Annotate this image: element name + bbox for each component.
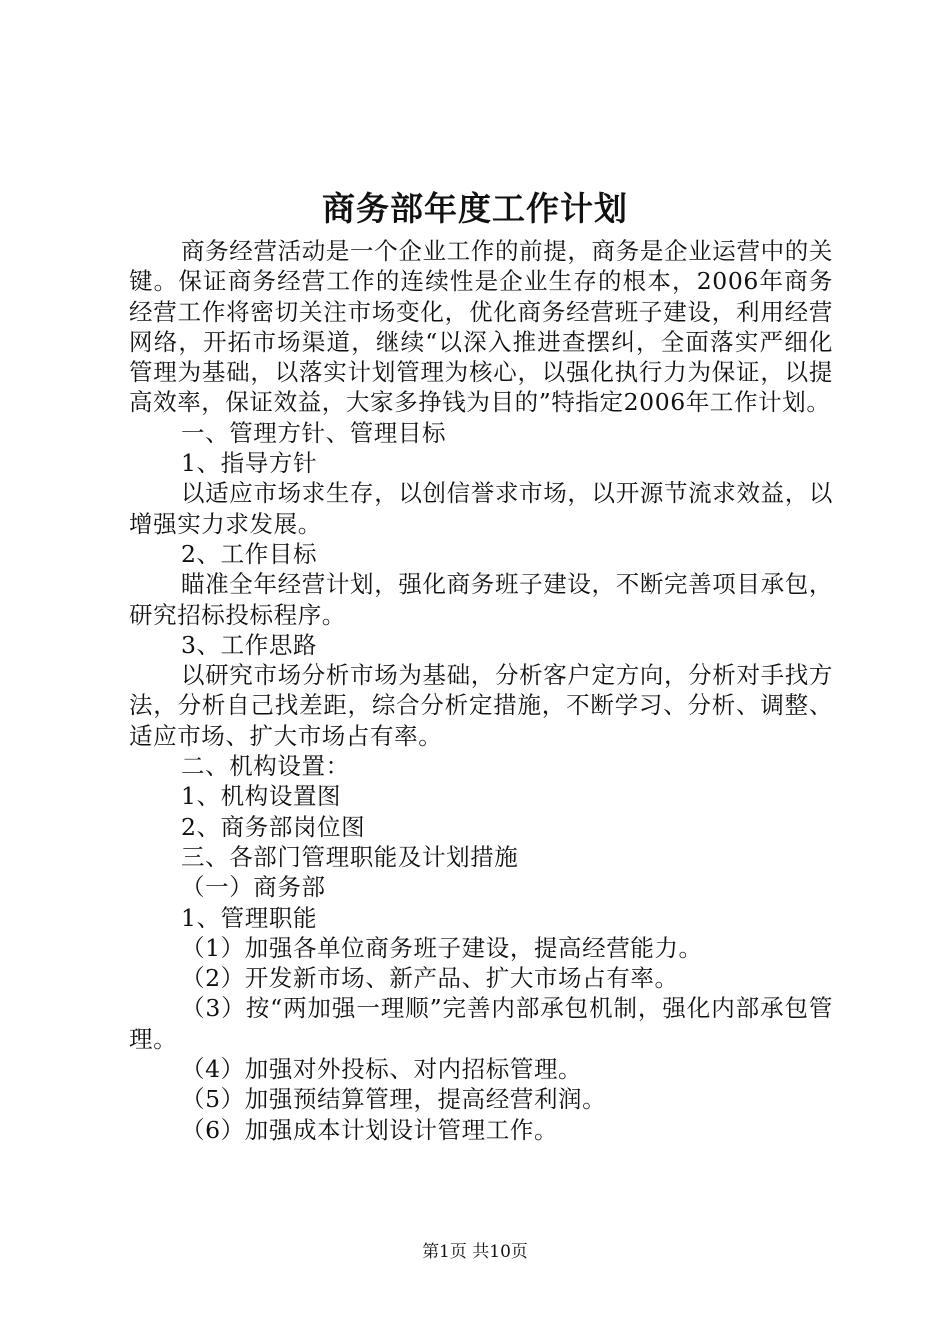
paragraph-work-goal: 瞄准全年经营计划，强化商务班子建设，不断完善项目承包，研究招标投标程序。 [129, 570, 833, 629]
list-item: （2）开发新市场、新产品、扩大市场占有率。 [181, 964, 679, 993]
list-item-position-chart: 2、商务部岗位图 [181, 812, 366, 841]
intro-paragraph: 商务经营活动是一个企业工作的前提，商务是企业运营中的关键。保证商务经营工作的连续性是企业生存的根本，2006年商务经营工作将密切关注市场变化，优化商务经营班子建设，利用经营网络，开拓市场渠道，继续“以深入推进查摆纠，全面落实严细化管理为基础，以落实计划管理为核心，以强化执行力为保证，以提高效率，保证效益，大家多挣钱为目的”特指定2006年工作计划。 [129, 237, 833, 417]
page-number-footer: 第1页 共10页 [422, 1242, 528, 1262]
list-item-org-chart: 1、机构设置图 [181, 782, 342, 811]
list-item: （3）按“两加强一理顺”完善内部承包机制，强化内部承包管理。 [129, 994, 833, 1053]
document-title: 商务部年度工作计划 [322, 189, 628, 228]
subheading-work-approach: 3、工作思路 [181, 630, 318, 659]
list-item: （4）加强对外投标、对内招标管理。 [181, 1055, 583, 1084]
section-heading-1: 一、管理方针、管理目标 [181, 418, 447, 447]
paragraph-guiding-policy: 以适应市场求生存，以创信誉求市场，以开源节流求效益，以增强实力求发展。 [129, 479, 833, 538]
paragraph-work-approach: 以研究市场分析市场为基础，分析客户定方向，分析对手找方法，分析自己找差距，综合分析定措施，不断学习、分析、调整、适应市场、扩大市场占有率。 [129, 661, 833, 750]
section-heading-3: 三、各部门管理职能及计划措施 [181, 842, 519, 871]
list-item: （5）加强预结算管理，提高经营利润。 [181, 1085, 607, 1114]
list-item: （1）加强各单位商务班子建设，提高经营能力。 [181, 933, 703, 962]
subheading-management-functions: 1、管理职能 [181, 903, 318, 932]
document-body [129, 236, 833, 1145]
subheading-work-goal: 2、工作目标 [181, 539, 318, 568]
subheading-guiding-policy: 1、指导方针 [181, 449, 318, 478]
list-item: （6）加强成本计划设计管理工作。 [181, 1115, 559, 1144]
section-heading-2: 二、机构设置： [181, 752, 350, 781]
subsection-commerce-dept: （一）商务部 [181, 873, 326, 902]
